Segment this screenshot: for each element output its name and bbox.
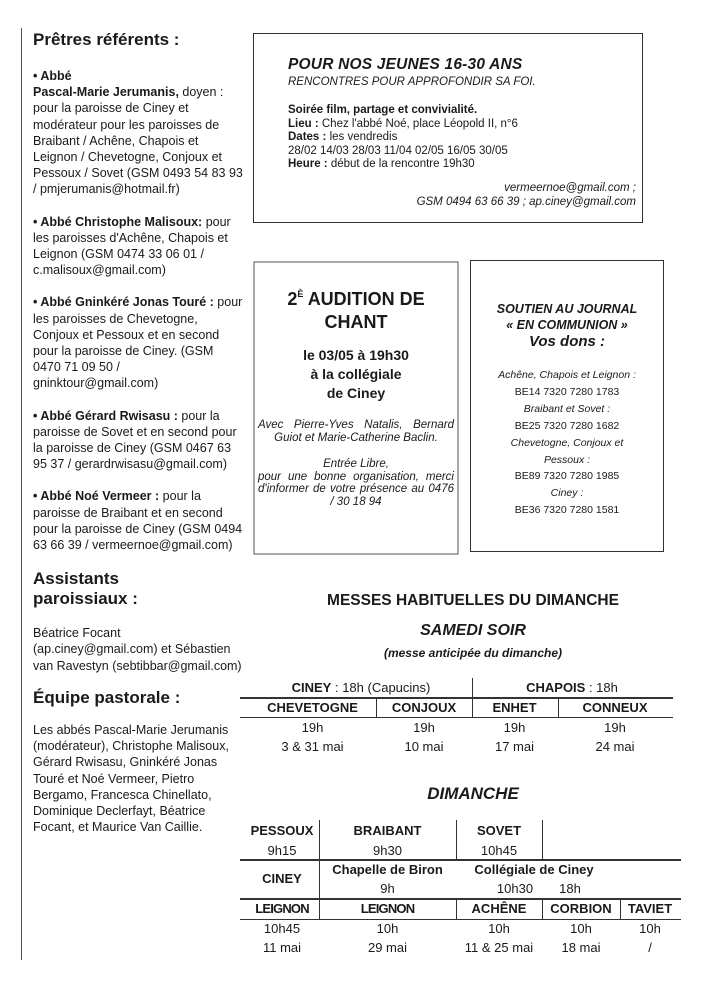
table-rule xyxy=(240,919,681,920)
audition-entree: Entrée Libre, xyxy=(323,458,389,471)
pretres-heading: Prêtres référents : xyxy=(33,30,180,49)
soutien-title-line2: « EN COMMUNION » xyxy=(506,318,628,332)
collegiale-time: 18h xyxy=(559,881,581,896)
assistants-text: Béatrice Focant (ap.ciney@gmail.com) et Sébastien van Ravestyn (sebtibbar@gmail.com) xyxy=(33,626,242,673)
priest-entry xyxy=(33,408,243,473)
samedi-col-time: 19h xyxy=(413,720,435,735)
samedi-col-dates: 24 mai xyxy=(595,739,635,754)
soutien-line: BE89 7320 7280 1985 xyxy=(514,470,620,483)
audition-organisation: pour une bonne organisation, merci d'informer de votre présence au 0476 / 30 18 94 xyxy=(258,470,454,508)
priest-name: • Abbé Gninkéré Jonas Touré : xyxy=(33,295,214,310)
audition-avec: Avec Pierre-Yves Natalis, Bernard Guiot et Marie-Catherine Baclin. xyxy=(258,419,454,444)
samedi-col-time: 19h xyxy=(503,720,526,735)
samedi-col-time: 19h xyxy=(301,720,324,735)
samedi-col-dates: 3 & 31 mai xyxy=(281,739,344,754)
samedi-title: SAMEDI SOIR xyxy=(420,622,526,639)
column-divider xyxy=(21,28,22,960)
dimanche-col-dates: / xyxy=(648,940,652,955)
heure-value: début de la rencontre 19h30 xyxy=(330,158,475,171)
samedi-col-name: CONJOUX xyxy=(391,700,457,715)
audition-title xyxy=(258,283,454,334)
equipe-heading: Équipe pastorale : xyxy=(33,687,181,707)
dimanche-col-name: BRAIBANT xyxy=(353,823,422,838)
samedi-col-dates: 17 mai xyxy=(494,739,535,754)
equipe-text: Les abbés Pascal-Marie Jerumanis (modérateur), Christophe Malisoux, Gérard Rwisasu, Gninkéré Jonas Touré et Noé Vermeer, Pietro Bergamo, Francesca Chinellato, Dominique Declerfayt, Béatrice Focant, et Maurice Van Caillie. xyxy=(33,722,229,835)
soutien-line: BE36 7320 7280 1581 xyxy=(514,504,620,517)
audition-title-rest: AUDITION DE xyxy=(307,289,425,309)
dimanche-col-name: CORBION xyxy=(550,901,612,916)
lieu-value: Chez l'abbé Noé, place Léopold II, n°6 xyxy=(321,117,518,130)
jeunes-contact xyxy=(417,182,636,209)
messes-title: MESSES HABITUELLES DU DIMANCHE xyxy=(327,592,619,609)
soutien-line: Chevetogne, Conjoux et xyxy=(510,436,624,449)
samedi-col-time: 19h xyxy=(604,720,626,735)
audition-superscript: È xyxy=(297,289,304,299)
dimanche-col-time: 10h xyxy=(639,921,661,936)
priest-entry xyxy=(33,68,243,198)
priest-entry xyxy=(33,488,243,553)
dates-list: 28/02 14/03 28/03 11/04 02/05 16/05 30/05 xyxy=(288,144,508,157)
audition-number: 2 xyxy=(287,289,298,309)
dimanche-col-dates: 29 mai xyxy=(367,940,408,955)
chapelle-biron: Chapelle de Biron xyxy=(332,862,443,877)
audition-date-line2: à la collégiale xyxy=(310,366,402,382)
jeunes-details xyxy=(288,104,628,172)
dimanche-col-name: PESSOUX xyxy=(250,823,314,838)
assistants-heading xyxy=(33,569,243,609)
heure-label: Heure : xyxy=(288,158,328,171)
priest-text: pour la paroisse de Sovet et en second pour la paroisse de Ciney (GSM 0467 63 95 37 / gerardrwisasu@gmail.com) xyxy=(33,408,237,472)
samedi-col-dates: 10 mai xyxy=(404,739,444,754)
dimanche-col-time: 10h xyxy=(570,921,592,936)
samedi-ciney-time: : 18h (Capucins) xyxy=(331,680,431,695)
soutien-accounts xyxy=(471,367,663,519)
samedi-chapois-name: CHAPOIS xyxy=(526,680,586,695)
priest-name: Pascal-Marie Jerumanis, xyxy=(33,85,179,100)
audition-date xyxy=(258,346,454,403)
dimanche-col-name: TAVIET xyxy=(627,901,673,916)
jeunes-title: POUR NOS JEUNES 16-30 ANS xyxy=(288,56,523,73)
soutien-line: Braibant et Sovet : xyxy=(523,402,611,415)
priest-name: • Abbé Gérard Rwisasu : xyxy=(33,408,178,423)
jeunes-box xyxy=(253,33,643,223)
audition-box xyxy=(258,283,454,509)
jeunes-subtitle: RENCONTRES POUR APPROFONDIR SA FOI. xyxy=(288,76,536,88)
soutien-line: Pessoux : xyxy=(543,453,591,466)
table-rule xyxy=(240,898,681,900)
table-rule xyxy=(240,717,673,718)
left-column xyxy=(33,30,243,847)
dimanche-col-time: 10h45 xyxy=(263,921,301,936)
contact-email: vermeernoe@gmail.com ; xyxy=(504,182,636,194)
priest-name: • Abbé xyxy=(33,69,72,83)
dimanche-ciney: CINEY xyxy=(262,871,302,886)
samedi-chapois-time: : 18h xyxy=(585,680,618,695)
soutien-title-line1: SOUTIEN AU JOURNAL xyxy=(496,302,638,316)
dates-label: Dates : xyxy=(288,131,327,144)
samedi-col-name: CHEVETOGNE xyxy=(267,700,358,715)
lieu-label: Lieu : xyxy=(288,117,319,130)
dimanche-title: DIMANCHE xyxy=(427,784,519,803)
table-divider xyxy=(542,820,543,860)
audition-title-line2: CHANT xyxy=(324,312,388,332)
dates-value: les vendredis xyxy=(329,131,398,144)
collegiale-ciney: Collégiale de Ciney xyxy=(474,862,594,877)
dimanche-col-time: 10h xyxy=(488,921,510,936)
samedi-ciney xyxy=(250,680,472,695)
samedi-ciney-name: CINEY xyxy=(291,680,332,695)
assistants-heading-line2: paroissiaux : xyxy=(33,589,138,609)
soutien-line: BE14 7320 7280 1783 xyxy=(514,385,620,398)
soutien-box xyxy=(470,260,664,552)
contact-gsm: GSM 0494 63 66 39 ; ap.ciney@gmail.com xyxy=(416,195,636,208)
priest-text: pour la paroisse de Braibant et en second pour la paroisse de Ciney (GSM 0494 63 66 39 / vermeernoe@gmail.com) xyxy=(33,489,243,553)
audition-date-line1: le 03/05 à 19h30 xyxy=(303,347,409,363)
dimanche-col-name: ACHÊNE xyxy=(471,901,527,916)
anticipee-note: (messe anticipée du dimanche) xyxy=(383,646,563,660)
priest-text: pour les paroisses d'Achêne, Chapois et Leignon (GSM 0474 33 06 01 / c.malisoux@gmail.com) xyxy=(33,214,231,278)
jeunes-soiree: Soirée film, partage et convivialité. xyxy=(288,104,478,116)
priest-name: • Abbé Noé Vermeer : xyxy=(33,489,160,504)
samedi-col-name: CONNEUX xyxy=(582,700,648,715)
audition-date-line3: de Ciney xyxy=(326,385,386,401)
soutien-line: BE25 7320 7280 1682 xyxy=(514,419,620,432)
samedi-col-name: ENHET xyxy=(492,700,537,715)
dimanche-col-name: LEIGNON xyxy=(255,901,309,916)
samedi-chapois xyxy=(472,680,672,695)
soutien-line: Ciney : xyxy=(550,487,584,500)
priest-entry xyxy=(33,214,243,279)
dimanche-col-dates: 18 mai xyxy=(561,940,601,955)
dimanche-col-name: LEIGNON xyxy=(360,901,415,916)
soutien-line: Achêne, Chapois et Leignon : xyxy=(498,369,636,381)
soutien-title xyxy=(471,301,663,333)
priest-text: pour les paroisses de Chevetogne, Conjoux et Pessoux et en second pour la paroisse de Ciney. (GSM 0470 71 09 50 / gninktour@gmail.com) xyxy=(33,295,243,391)
chapelle-time: 9h xyxy=(380,881,395,896)
dimanche-col-time: 9h15 xyxy=(267,843,297,858)
table-rule xyxy=(240,697,673,699)
collegiale-time: 10h30 xyxy=(496,881,534,896)
dimanche-col-dates: 11 & 25 mai xyxy=(464,940,534,955)
dimanche-col-time: 10h45 xyxy=(480,843,518,858)
dimanche-col-time: 10h xyxy=(376,921,399,936)
dimanche-col-time: 9h30 xyxy=(373,843,402,858)
priest-text: doyen : pour la paroisse de Ciney et modérateur pour les paroisses de Braibant / Achêne, Chapois et Leignon / Chevetogne, Conjoux et Pessoux / Sovet (GSM 0493 54 83 93 / pmjerumanis@hotmail.fr) xyxy=(33,85,243,197)
dimanche-col-name: SOVET xyxy=(476,823,522,838)
priest-name: • Abbé Christophe Malisoux: xyxy=(33,214,203,229)
soutien-dons: Vos dons : xyxy=(528,333,606,350)
assistants-heading-line1: Assistants xyxy=(33,569,119,589)
priest-entry xyxy=(33,294,243,391)
table-rule xyxy=(240,859,681,861)
dimanche-col-dates: 11 mai xyxy=(262,940,302,955)
